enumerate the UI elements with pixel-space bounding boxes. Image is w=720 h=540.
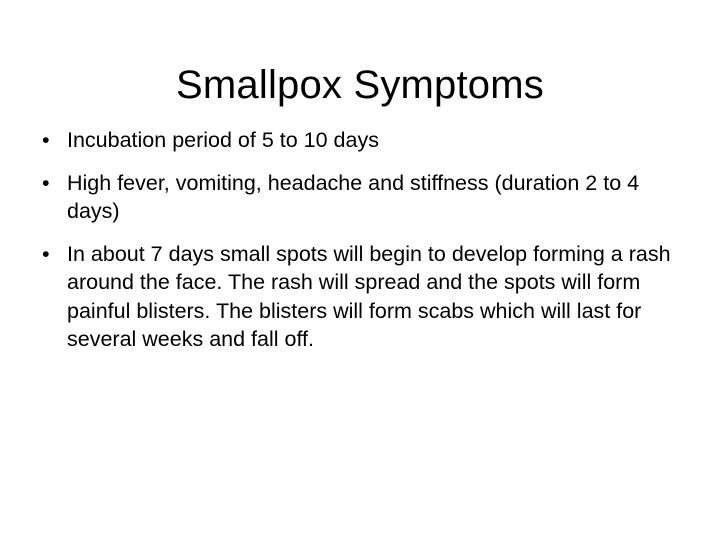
bullet-icon: • [42,128,50,152]
page-title: Smallpox Symptoms [176,62,544,107]
list-item-text: In about 7 days small spots will begin to develop forming a rash around the face. The rash will spread and the spots will form painful blisters. The blisters will form scabs which will last for several weeks and fall off. [67,241,671,351]
list-item [36,240,684,354]
slide-body [36,126,684,354]
bullet-list [36,126,684,354]
list-item [36,169,684,226]
bullet-icon: • [42,170,50,195]
list-item-text: High fever, vomiting, headache and stiffness (duration 2 to 4 days) [67,170,640,223]
list-item-text: Incubation period of 5 to 10 days [67,128,379,152]
bullet-icon: • [42,241,50,266]
list-item [36,126,684,155]
